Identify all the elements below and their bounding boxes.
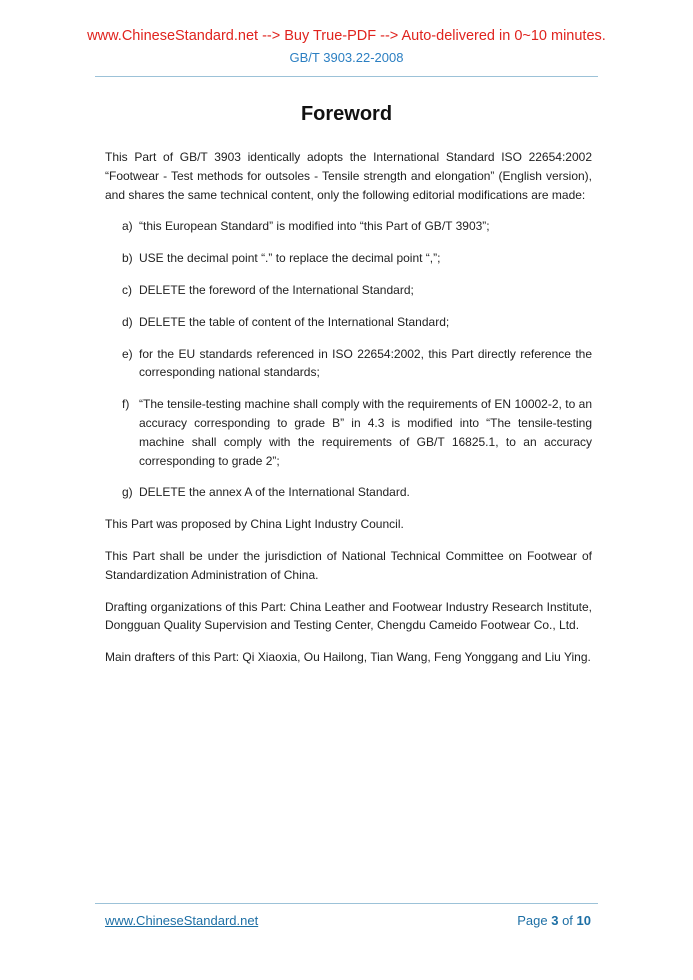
list-item-text: DELETE the table of content of the International Standard;	[139, 314, 450, 329]
header-divider	[95, 76, 598, 77]
standard-code: GB/T 3903.22-2008	[289, 50, 404, 65]
list-item	[122, 313, 592, 332]
modification-list	[122, 217, 592, 502]
list-item-text: “The tensile-testing machine shall comply with the requirements of EN 10002-2, to an accuracy corresponding to grade B” in 4.3 is modified into “The tensile-testing machine shall comply with the requirements of GB/T 16825.1, to an accuracy corresponding to grade 2”;	[139, 397, 592, 468]
list-item-text: DELETE the annex A of the International Standard.	[139, 485, 410, 500]
body-paragraph: Main drafters of this Part: Qi Xiaoxia, Ou Hailong, Tian Wang, Feng Yonggang and Liu Ying.	[105, 650, 591, 665]
list-item	[122, 483, 592, 502]
page-indicator-prefix: Page	[517, 913, 548, 928]
list-item-text: DELETE the foreword of the International Standard;	[139, 282, 414, 297]
body-paragraph: This Part was proposed by China Light Industry Council.	[105, 517, 404, 532]
list-item	[122, 217, 592, 236]
buy-pdf-promo-link[interactable]: www.ChineseStandard.net --> Buy True-PDF --> Auto-delivered in 0~10 minutes.	[87, 28, 606, 44]
list-item-label: f)	[122, 397, 130, 412]
page-indicator	[517, 913, 591, 928]
list-item-label: e)	[122, 346, 133, 361]
list-item	[122, 249, 592, 268]
page-indicator-of: of	[562, 913, 573, 928]
footer-website-link[interactable]: www.ChineseStandard.net	[105, 913, 259, 928]
list-item-label: g)	[122, 485, 133, 500]
page-header	[0, 0, 693, 65]
page-title: Foreword	[300, 103, 393, 125]
footer-divider	[95, 903, 598, 904]
list-item	[122, 281, 592, 300]
page-indicator-current: 3	[551, 913, 559, 928]
body-paragraph: Drafting organizations of this Part: China Leather and Footwear Industry Research Institute, Dongguan Quality Supervision and Testing Center, Chengdu Cameido Footwear Co., Ltd.	[105, 599, 592, 633]
body-paragraph: This Part shall be under the jurisdiction of National Technical Committee on Footwear of Standardization Administration of China.	[105, 548, 592, 582]
list-item-text: for the EU standards referenced in ISO 22654:2002, this Part directly reference the corresponding national standards;	[139, 346, 592, 380]
list-item-text: “this European Standard” is modified into “this Part of GB/T 3903”;	[139, 219, 490, 234]
page-indicator-total: 10	[576, 913, 591, 928]
list-item-text: USE the decimal point “.” to replace the decimal point “,”;	[139, 251, 441, 266]
list-item-label: b)	[122, 251, 133, 266]
intro-paragraph: This Part of GB/T 3903 identically adopts the International Standard ISO 22654:2002 “Footwear - Test methods for outsoles - Tensile strength and elongation” (English version), and shares the same technical content, only the following editorial modifications are made:	[105, 150, 592, 202]
list-item-label: c)	[122, 282, 132, 297]
list-item	[122, 395, 592, 470]
list-item-label: a)	[122, 219, 133, 234]
list-item-label: d)	[122, 314, 133, 329]
page-footer	[0, 903, 693, 928]
document-body	[105, 148, 592, 667]
list-item	[122, 345, 592, 383]
